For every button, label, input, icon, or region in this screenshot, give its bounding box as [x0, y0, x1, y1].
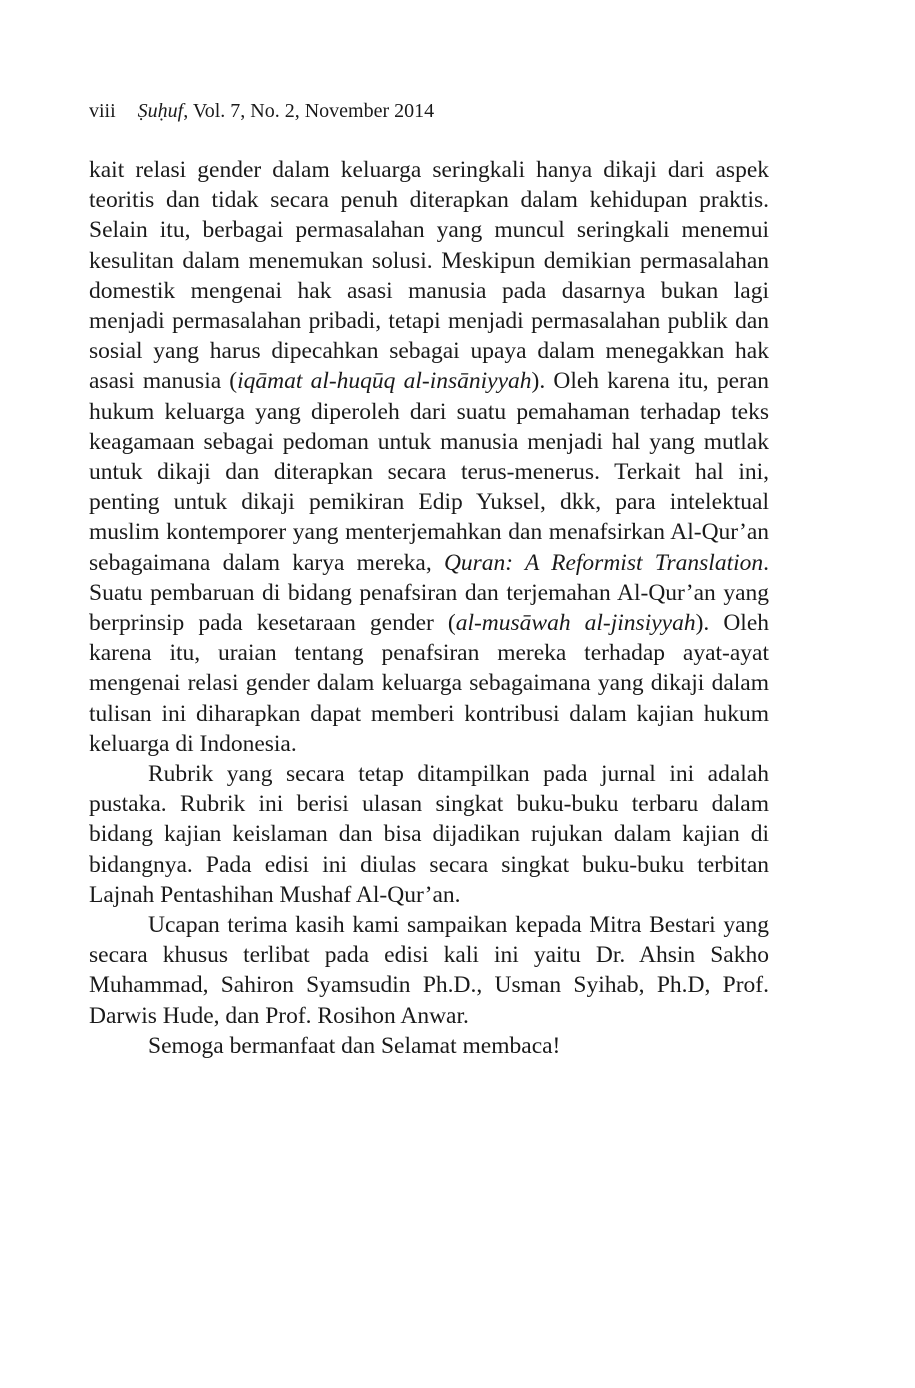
text-run: Rubrik yang secara tetap ditampilkan pada jurnal ini adalah pustaka. Rubrik ini berisi ulasan singkat buku-buku terbaru dalam bidang kajian keislaman dan bisa dijadikan rujukan dalam kajian di bidangnya. Pada edisi ini diulas secara singkat buku-buku terbitan Lajnah Pentashihan Mushaf Al-Qur’an.: [89, 761, 769, 908]
text-run: kait relasi gender dalam keluarga seringkali hanya dikaji dari aspek teoritis dan tidak secara penuh diterapkan dalam kehidupan praktis. Selain itu, berbagai permasalahan yang muncul seringkali menemui kesulitan dalam menemukan solusi. Meskipun demikian permasalahan domestik mengenai hak asasi manusia pada dasarnya bukan lagi menjadi permasalahan pribadi, tetapi menjadi permasalahan publik dan sosial yang harus dipecahkan sebagai upaya dalam menegakkan hak asasi manusia (: [89, 157, 769, 395]
issue-info: , Vol. 7, No. 2, November 2014: [183, 100, 435, 122]
italic-term: iqāmat al-huqūq al-insāniyyah: [237, 368, 532, 395]
journal-title: Ṣuḥuf: [137, 100, 184, 122]
italic-term: Quran: A Reformist Translation: [443, 549, 764, 576]
paragraph: [89, 155, 769, 759]
running-head: [89, 97, 434, 125]
text-run: ). Oleh karena itu, peran hukum keluarga yang diperoleh dari suatu pemahaman terhadap teks keagamaan sebagai pedoman untuk manusia menjadi hal yang mutlak untuk dikaji dan diterapkan secara terus-menerus. Terkait hal ini, penting untuk dikaji pemikiran Edip Yuksel, dkk, para intelektual muslim kontemporer yang menterjemahkan dan menafsirkan Al-Qur’an sebagaimana dalam karya mereka,: [89, 368, 770, 576]
page-number: viii: [89, 100, 116, 122]
text-run: . Suatu pembaruan di bidang penafsiran dan terjemahan Al-Qur’an yang berprinsip pada kesetaraan gender (: [89, 549, 770, 637]
text-run: ). Oleh karena itu, uraian tentang penafsiran mereka terhadap ayat-ayat mengenai relasi gender dalam keluarga sebagaimana yang dikaji dalam tulisan ini diharapkan dapat memberi kontribusi dalam kajian hukum keluarga di Indonesia.: [89, 610, 770, 757]
paragraph: [89, 910, 769, 1031]
body-text: [89, 155, 769, 1061]
paragraph: [89, 759, 769, 910]
italic-term: al-musāwah al-jinsiyyah: [455, 610, 696, 637]
paragraph: [89, 1031, 769, 1061]
text-run: Semoga bermanfaat dan Selamat membaca!: [148, 1032, 561, 1059]
text-run: Ucapan terima kasih kami sampaikan kepada Mitra Bestari yang secara khusus terlibat pada edisi kali ini yaitu Dr. Ahsin Sakho Muhammad, Sahiron Syamsudin Ph.D., Usman Syihab, Ph.D, Prof. Darwis Hude, dan Prof. Rosihon Anwar.: [89, 912, 769, 1029]
